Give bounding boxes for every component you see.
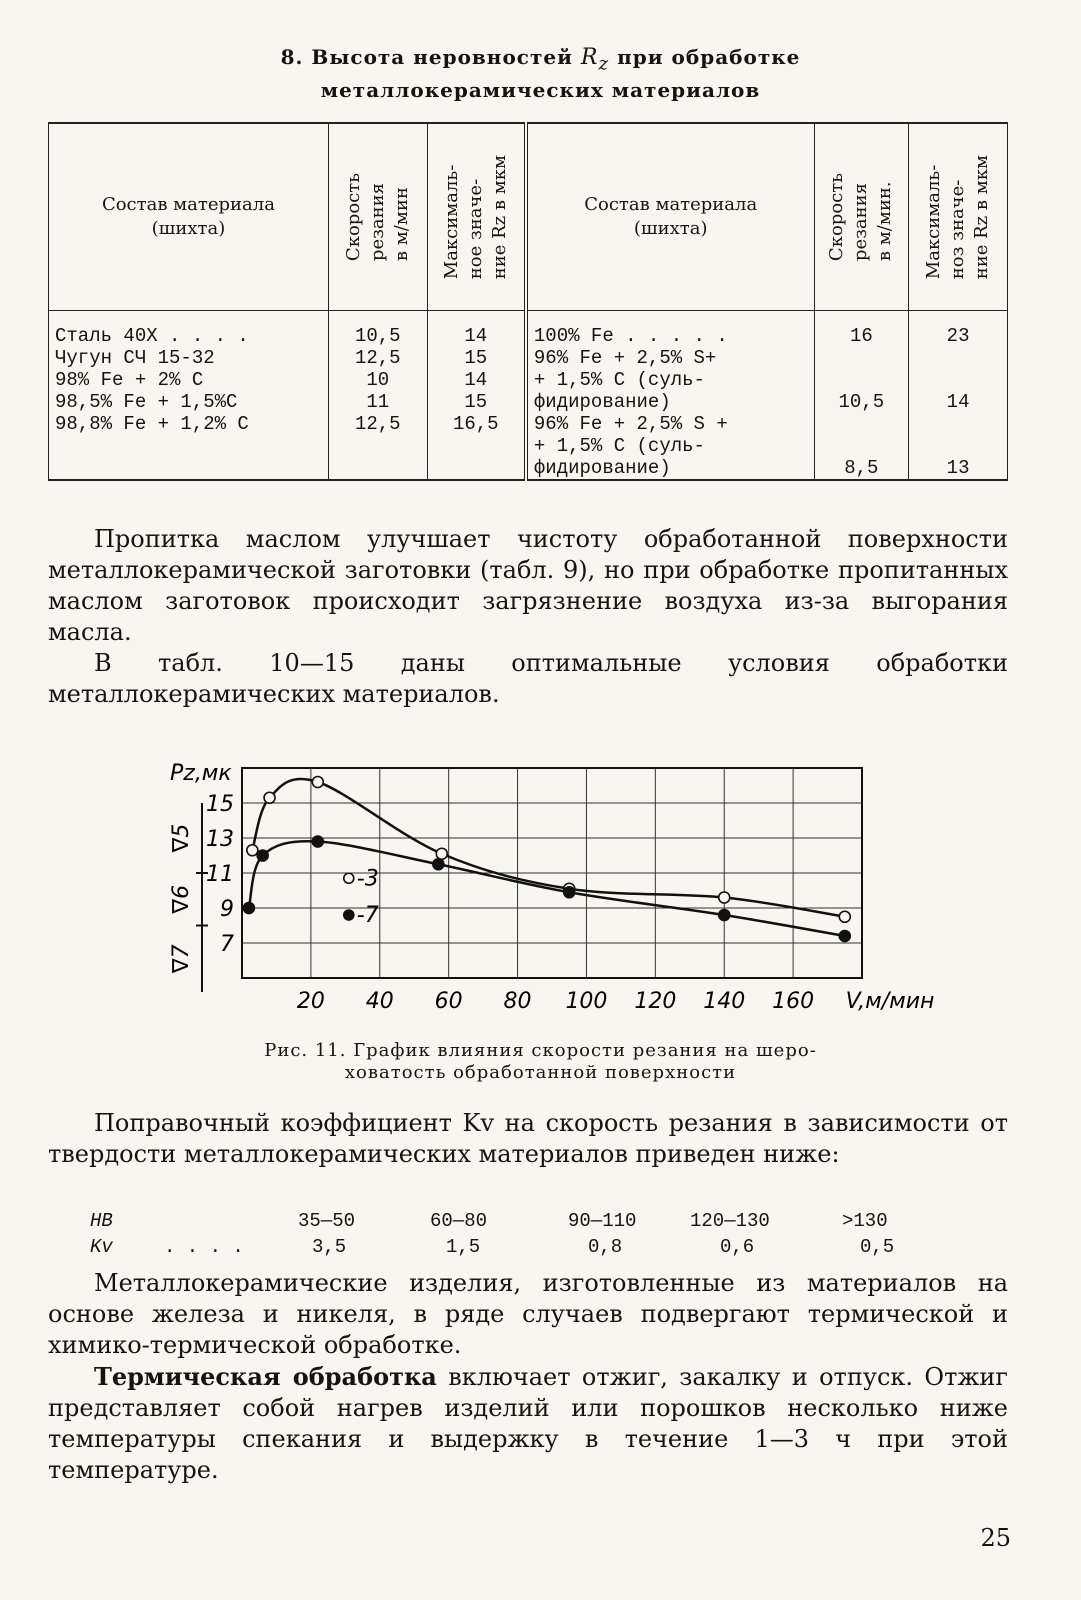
hb-value: 60—80 (430, 1210, 488, 1232)
body-text-block-2 (48, 1108, 1008, 1170)
data-point-series-2 (257, 850, 268, 861)
legend-label: -3 (356, 866, 379, 892)
x-tick-label: 80 (503, 989, 532, 1014)
data-point-series-1 (839, 911, 850, 922)
kv-table (90, 1210, 990, 1262)
table-title (0, 44, 1081, 104)
body-text-block-1 (48, 524, 1008, 710)
hb-row (90, 1210, 990, 1236)
rz-symbol: R (580, 45, 599, 70)
x-tick-label: 20 (296, 989, 325, 1014)
paragraph (48, 1361, 1008, 1486)
table-title-text: 8. Высота неровностей (280, 45, 573, 69)
legend-label: -7 (356, 903, 379, 928)
class-label: ∇6 (169, 884, 194, 914)
x-axis-label: V,м/мин (845, 989, 935, 1014)
x-tick-label: 120 (634, 989, 677, 1014)
data-point-series-2 (719, 910, 730, 921)
legend-marker (344, 910, 354, 920)
right-rz-cell: 23 14 13 (909, 311, 1008, 481)
y-axis-label: Pz,мк (170, 761, 232, 786)
y-tick-label: 9 (220, 897, 234, 922)
series-line-2 (249, 841, 845, 936)
data-point-series-1 (312, 777, 323, 788)
figure-caption-line2: ховатость обработанной поверхности (344, 1062, 737, 1083)
x-tick-label: 60 (434, 989, 463, 1014)
header-speed-left: Скорость резания в м/мин (328, 123, 427, 311)
hb-value: 35—50 (298, 1210, 356, 1232)
x-tick-label: 160 (772, 989, 815, 1014)
x-tick-label: 100 (565, 989, 608, 1014)
table-title-text-end: при обработке (617, 45, 801, 69)
body-text-block-3 (48, 1268, 1008, 1486)
legend-marker (344, 873, 354, 883)
header-speed-right: Скорость резания в м/мин. (814, 123, 909, 311)
kv-value: 0,6 (720, 1236, 755, 1258)
series-line-1 (252, 779, 844, 917)
kv-value: 1,5 (446, 1236, 481, 1258)
y-tick-label: 7 (220, 932, 234, 957)
y-tick-label: 15 (206, 792, 234, 817)
data-point-series-2 (564, 887, 575, 898)
data-point-series-1 (264, 792, 275, 803)
x-tick-label: 40 (365, 989, 394, 1014)
paragraph: Металлокерамические изделия, изготовленные из материалов на основе железа и никеля, в ряде случаев подвергают термической и химико-термической обработке. (48, 1269, 1008, 1359)
hb-value: 90—110 (568, 1210, 637, 1232)
chart-svg (162, 752, 935, 1022)
data-point-series-2 (243, 903, 254, 914)
data-point-series-1 (719, 892, 730, 903)
table-row (49, 311, 1008, 481)
hb-value: >130 (842, 1210, 888, 1232)
header-rz-right: Максималь- ноз значе- ние Rz в мкм (909, 123, 1008, 311)
class-label: ∇5 (169, 823, 194, 853)
header-composition-left: Состав материала (шихта) (49, 123, 329, 311)
paragraph: Поправочный коэффициент Kv на скорость резания в зависимости от твердости металлокерамических материалов приведен ниже: (48, 1109, 1008, 1168)
data-point-series-1 (247, 845, 258, 856)
figure-caption-line1: Рис. 11. График влияния скорости резания на шеро- (264, 1040, 817, 1061)
paragraph: Пропитка маслом улучшает чистоту обработанной поверхности металлокерамической заготовки (табл. 9), но при обработке пропитанных маслом заготовок происходит загрязнение воздуха из-за выгорания масла. (48, 525, 1008, 646)
data-point-series-2 (839, 931, 850, 942)
x-tick-label: 140 (703, 989, 746, 1014)
kv-value: 3,5 (312, 1236, 347, 1258)
right-speed-cell: 16 10,5 8,5 (814, 311, 909, 481)
bold-term: Термическая обработка (94, 1362, 437, 1391)
paragraph: В табл. 10—15 даны оптимальные условия обработки металлокерамических материалов. (48, 649, 1008, 708)
header-rz-left: Максималь- ное значе- ние Rz в мкм (427, 123, 526, 311)
rz-subscript: z (598, 53, 610, 75)
paragraph-rest: включает отжиг, закалку и отпуск. Отжиг представляет собой нагрев изделий или порошков несколько ниже температуры спекания и выдержку в течение 1—3 ч при этой температуре. (48, 1363, 1009, 1484)
left-rz-cell: 14 15 14 15 16,5 (427, 311, 526, 481)
page-number: 25 (980, 1524, 1011, 1552)
figure-caption (0, 1040, 1081, 1084)
data-point-series-2 (312, 836, 323, 847)
header-composition-right: Состав материала (шихта) (526, 123, 814, 311)
y-tick-label: 11 (206, 862, 234, 887)
kv-leader-dots: . . . . (164, 1236, 244, 1258)
table-title-line2: металлокерамических материалов (320, 78, 761, 103)
data-point-series-1 (436, 848, 447, 859)
left-speed-cell: 10,5 12,5 10 11 12,5 (328, 311, 427, 481)
class-label: ∇7 (169, 944, 194, 974)
kv-row (90, 1236, 990, 1262)
hb-value: 120—130 (690, 1210, 770, 1232)
left-materials-cell: Сталь 40Х . . . . Чугун СЧ 15-32 98% Fe + 2% C 98,5% Fe + 1,5%C 98,8% Fe + 1,2% C (49, 311, 329, 481)
kv-label: Kv (90, 1236, 113, 1258)
materials-table (48, 122, 1008, 481)
kv-value: 0,8 (588, 1236, 623, 1258)
right-materials-cell: 100% Fe . . . . . 96% Fe + 2,5% S+ + 1,5% C (суль- фидирование) 96% Fe + 2,5% S + + 1,5% C (суль- фидирование) (526, 311, 814, 481)
hb-label: HB (90, 1210, 113, 1232)
roughness-chart (162, 752, 935, 1022)
y-tick-label: 13 (206, 827, 234, 852)
kv-value: 0,5 (860, 1236, 895, 1258)
data-point-series-2 (433, 859, 444, 870)
